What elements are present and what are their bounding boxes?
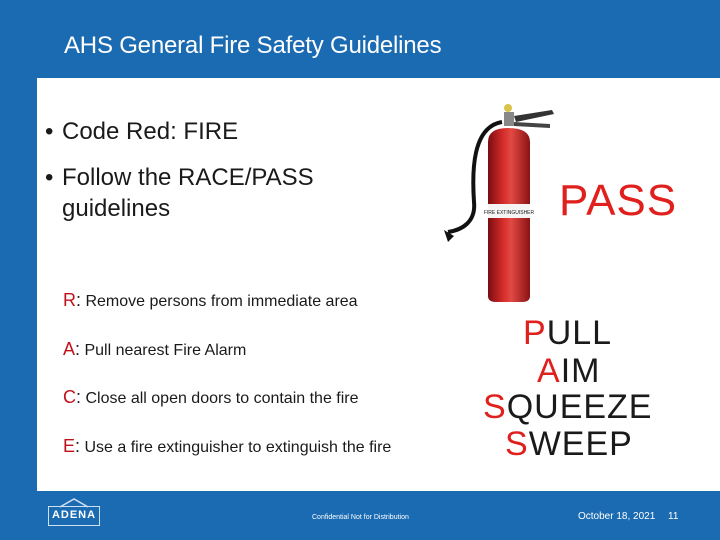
bullet-follow-race-pass xyxy=(45,162,314,224)
bullet-text-continued: guidelines xyxy=(62,195,171,222)
race-colon: : xyxy=(76,387,82,407)
pass-word-initial: A xyxy=(537,352,561,390)
pass-word-rest: IM xyxy=(560,352,601,390)
bullet-text: Code Red: FIRE xyxy=(62,118,239,145)
race-colon: : xyxy=(76,290,82,310)
race-text: Pull nearest Fire Alarm xyxy=(80,342,247,359)
pass-word-aim xyxy=(537,354,600,388)
pass-word-initial: P xyxy=(523,314,547,352)
pass-word-rest: QUEEZE xyxy=(506,388,653,426)
slide-title: AHS General Fire Safety Guidelines xyxy=(64,32,442,59)
pass-word-sweep xyxy=(505,427,633,461)
pass-word-pull xyxy=(523,316,612,350)
fire-extinguisher-icon xyxy=(442,102,562,302)
bullet-code-red xyxy=(45,116,238,147)
race-item-c xyxy=(63,387,359,408)
pass-word-rest: WEEP xyxy=(528,425,633,463)
pass-word-squeeze xyxy=(483,390,653,424)
race-item-e xyxy=(63,436,391,457)
race-item-r xyxy=(63,290,358,311)
race-letter: R xyxy=(63,290,76,310)
race-letter: C xyxy=(63,387,76,407)
logo-text: ADENA xyxy=(48,506,100,526)
race-text: Use a fire extinguisher to extinguish the fire xyxy=(80,439,392,456)
content-panel xyxy=(37,78,720,491)
race-text: Close all open doors to contain the fire xyxy=(81,390,359,407)
page-number: 11 xyxy=(668,511,679,522)
bullet-text: Follow the RACE/PASS xyxy=(62,164,314,191)
race-text: Remove persons from immediate area xyxy=(81,293,358,310)
extinguisher-label: FIRE EXTINGUISHER xyxy=(483,210,535,216)
footer-confidential: Confidential Not for Distribution xyxy=(312,514,409,521)
pass-word-rest: ULL xyxy=(546,314,613,352)
pass-heading: PASS xyxy=(559,176,678,225)
race-letter: E xyxy=(63,436,76,456)
footer-date: October 18, 2021 xyxy=(578,511,656,522)
bullet-dot: • xyxy=(45,118,54,145)
pass-word-initial: S xyxy=(483,388,507,426)
race-letter: A xyxy=(63,339,76,359)
race-colon: : xyxy=(75,339,81,359)
bullet-dot: • xyxy=(45,164,54,191)
pass-word-initial: S xyxy=(505,425,529,463)
race-colon: : xyxy=(75,436,81,456)
adena-logo xyxy=(48,498,100,528)
race-item-a xyxy=(63,339,246,360)
